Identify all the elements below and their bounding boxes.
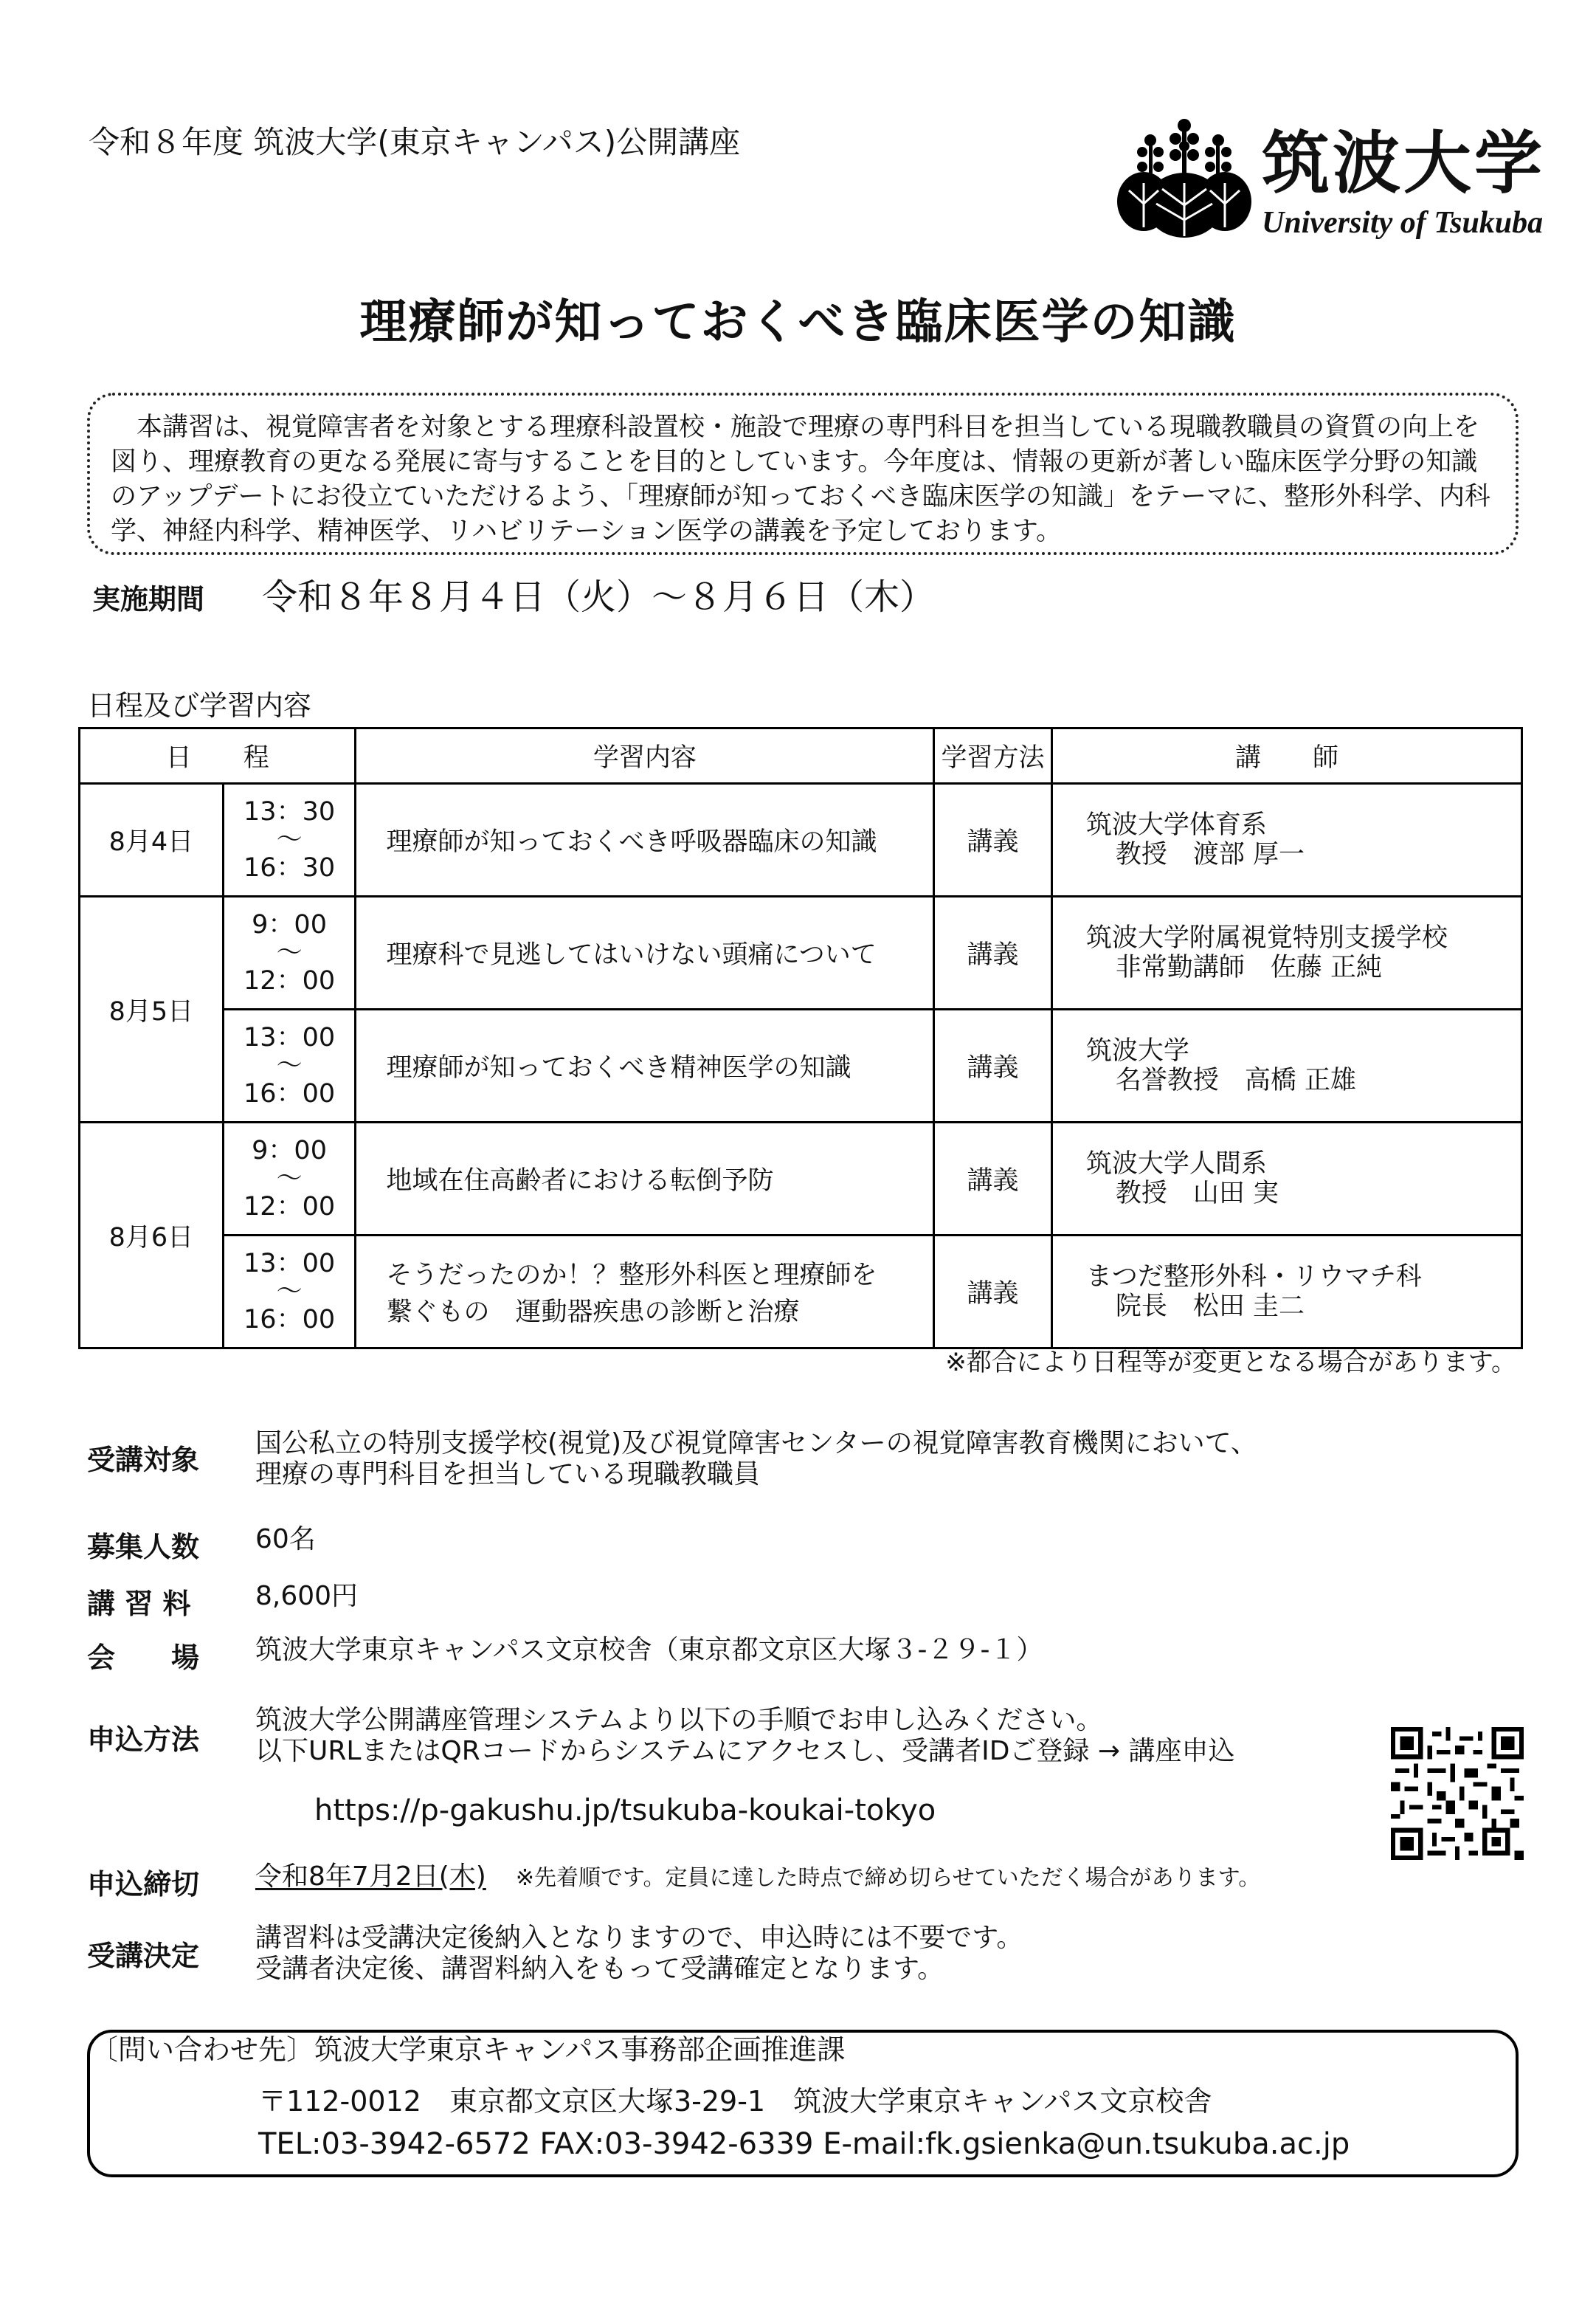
content-cell: 理療師が知っておくべき精神医学の知識 [356,1010,934,1123]
deadline-date: 令和8年7月2日(木) [255,1861,486,1892]
header-content: 学習内容 [356,728,934,784]
target-value: 国公私立の特別支援学校(視覚)及び視覚障害センターの視覚障害教育機関において、 理療の専門科目を担当している現職教職員 [255,1428,1257,1489]
logo-name-jp: 筑波大学 [1262,123,1546,203]
instructor-cell: 筑波大学 名誉教授 高橋 正雄 [1051,1010,1521,1123]
method-cell: 講義 [934,1010,1052,1123]
venue-label: 会 場 [87,1641,200,1674]
content-cell: 理療科で見逃してはいけない頭痛について [356,897,934,1010]
deadline-label: 申込締切 [87,1868,200,1901]
deadline-value [255,1861,1473,1894]
time-cell: 9：00 ～ 12：00 [223,1123,356,1236]
time-cell: 9：00 ～ 12：00 [223,897,356,1010]
date-cell: 8月6日 [80,1123,224,1348]
method-cell: 講義 [934,897,1052,1010]
deadline-note: ※先着順です。定員に達した時点で締め切らせていただく場合があります。 [515,1865,1261,1891]
instructor-cell: まつだ整形外科・リウマチ科 院長 松田 圭二 [1051,1236,1521,1348]
table-row [80,1010,1522,1123]
header-date: 日 程 [80,728,356,784]
method-cell: 講義 [934,1236,1052,1348]
intro-text: 本講習は、視覚障害者を対象とする理療科設置校・施設で理療の専門科目を担当している現職教職員の資質の向上を図り、理療教育の更なる発展に寄与することを目的としています。今年度は、情報の更新が著しい臨床医学分野の知識のアップデートにお役立ていただけるよう、「理療師が知っておくべき臨床医学の知識」をテーマに、整形外科学、内科学、神経内科学、精神医学、リハビリテーション医学の講義を予定しております。 [111,413,1491,546]
schedule-note: ※都合により日程等が変更となる場合があります。 [945,1348,1516,1377]
date-cell: 8月4日 [80,784,224,897]
content-cell: 地域在住高齢者における転倒予防 [356,1123,934,1236]
time-cell: 13：00 ～ 16：00 [223,1236,356,1348]
decision-value: 講習料は受講決定後納入となりますので、申込時には不要です。 受講者決定後、講習料納入をもって受講確定となります。 [255,1923,1023,1984]
header-method: 学習方法 [934,728,1052,784]
target-label: 受講対象 [87,1444,200,1476]
decision-label: 受講決定 [87,1940,200,1972]
page-title: 理療師が知っておくべき臨床医学の知識 [359,295,1237,350]
capacity-label: 募集人数 [87,1531,200,1563]
instructor-cell: 筑波大学附属視覚特別支援学校 非常勤講師 佐藤 正純 [1051,897,1521,1010]
capacity-value: 60名 [255,1524,316,1554]
contact-address: 〒112-0012 東京都文京区大塚3-29-1 筑波大学東京キャンパス文京校舎 [258,2085,1212,2118]
table-row [80,1236,1522,1348]
instructor-cell: 筑波大学体育系 教授 渡部 厚一 [1051,784,1521,897]
time-cell: 13：30 ～ 16：30 [223,784,356,897]
time-cell: 13：00 ～ 16：00 [223,1010,356,1123]
qr-code-icon[interactable] [1391,1727,1524,1860]
period-value: 令和８年８月４日（火）～８月６日（木） [262,576,936,618]
period [92,568,935,619]
content-cell: そうだったのか！？整形外科医と理療師を 繋ぐもの 運動器疾患の診断と治療 [356,1236,934,1348]
method-cell: 講義 [934,1123,1052,1236]
period-label: 実施期間 [92,583,205,616]
table-row [80,897,1522,1010]
contact-heading: 〔問い合わせ先〕筑波大学東京キャンパス事務部企画推進課 [90,2033,846,2066]
contact-phone-email: TEL:03-3942-6572 FAX:03-3942-6339 E-mail:fk.gsienka@un.tsukuba.ac.jp [258,2127,1350,2161]
content-cell: 理療師が知っておくべき呼吸器臨床の知識 [356,784,934,897]
method-cell: 講義 [934,784,1052,897]
header-instructor: 講 師 [1051,728,1521,784]
paulownia-crest-icon [1110,109,1258,246]
fee-value: 8,600円 [255,1581,359,1611]
contact-box [87,2030,1519,2177]
series-title: 令和８年度 筑波大学(東京キャンパス)公開講座 [89,124,741,160]
table-header-row [80,728,1522,784]
schedule-table [78,727,1523,1349]
apply-url-link[interactable]: https://p-gakushu.jp/tsukuba-koukai-tokyo [314,1794,936,1827]
date-cell: 8月5日 [80,897,224,1123]
fee-label: 講 習 料 [87,1588,191,1620]
schedule-heading: 日程及び学習内容 [87,689,312,722]
apply-value: 筑波大学公開講座管理システムより以下の手順でお申し込みください。 以下URLまたはQRコードからシステムにアクセスし、受講者IDご登録 → 講座申込 [255,1705,1235,1766]
table-row [80,1123,1522,1236]
instructor-cell: 筑波大学人間系 教授 山田 実 [1051,1123,1521,1236]
table-row [80,784,1522,897]
logo-name-en: University of Tsukuba [1262,206,1544,240]
intro-box [87,393,1519,555]
university-logo [1110,109,1546,249]
apply-label: 申込方法 [87,1723,200,1756]
venue-value: 筑波大学東京キャンパス文京校舎（東京都文京区大塚３-２９-１） [255,1635,1043,1665]
